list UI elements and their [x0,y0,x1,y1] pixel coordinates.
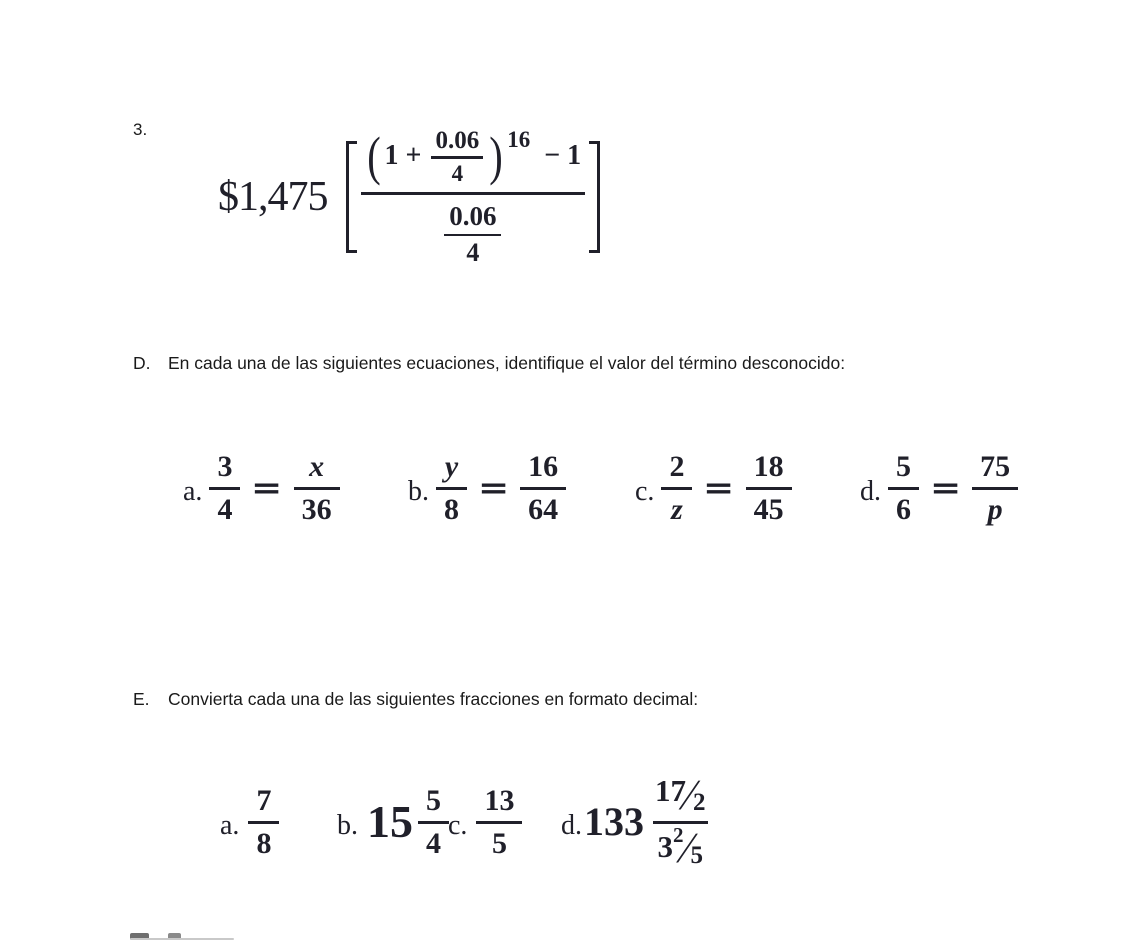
main-fraction [361,125,586,267]
denominator-variable: z [671,493,683,526]
section-d-heading [133,352,845,375]
fraction [248,783,279,860]
fraction-bar [436,487,467,490]
denominator: 64 [528,493,559,526]
problem-3-formula [218,125,600,267]
denominator: 4 [217,493,233,526]
section-d-instruction: En cada una de las siguientes ecuaciones, identifique el valor del término desconocido: [168,353,846,373]
fraction-lhs [436,452,467,525]
denominator: 8 [444,493,459,526]
section-e-label: E. [133,689,150,709]
numerator-variable: x [309,450,325,483]
item-a-label: a. [220,810,240,841]
bevel-denominator: 2 [693,789,706,816]
numerator: 13 [484,783,515,817]
fraction-rhs [520,452,566,525]
equation-d [860,452,1018,525]
section-e-instruction: Convierta cada una de las siguientes fracciones en formato decimal: [168,689,699,709]
fraction-bar [294,487,340,490]
open-paren: ( [366,125,381,186]
section-e-heading [133,688,698,711]
fraction-slash: ∕ [686,771,694,820]
item-a [220,783,279,860]
numerator: 5 [426,783,441,817]
whole-number: 133 [584,799,644,844]
equation-a-label: a. [183,475,203,507]
rate-numerator: 0.06 [449,200,497,231]
fraction-bar [746,487,792,490]
fraction-rhs [746,452,792,525]
main-fraction-numerator [361,125,586,192]
item-d [561,771,708,873]
numerator-suffix: − 1 [544,140,582,172]
equals-sign: = [477,470,510,506]
complex-fraction-numerator [653,771,708,820]
equals-sign: = [929,470,962,506]
fraction-rhs [294,452,340,525]
fraction-lhs [888,452,919,525]
fraction-bar [661,487,692,490]
numerator-prefix: 1 + [384,140,422,172]
fraction-lhs [209,452,240,525]
main-fraction-denominator [440,195,505,267]
fraction-rhs [972,452,1018,525]
numerator: 18 [753,450,784,483]
bevel-exponent: 2 [673,823,684,847]
right-square-bracket [589,141,600,253]
numerator: 3 [217,450,233,483]
denominator: 6 [896,493,911,526]
item-b [337,783,449,860]
item-d-label: d. [561,810,582,841]
denominator: 5 [491,826,507,860]
numerator: 2 [669,450,685,483]
equation-b-label: b. [408,475,429,507]
numerator-variable: y [444,450,459,483]
item-c-label: c. [448,810,468,841]
close-paren: ) [489,125,503,186]
equation-a [183,452,340,525]
denominator: 36 [301,493,332,526]
rate-fraction [431,128,483,185]
equals-sign: = [251,470,283,506]
equation-d-label: d. [860,475,881,507]
fraction [418,783,449,860]
fraction-slash: ∕ [683,824,691,873]
numerator: 75 [980,450,1011,483]
left-square-bracket [346,141,357,253]
equation-b [408,452,566,525]
denominator: 8 [256,826,272,860]
fraction-bar [520,487,566,490]
rate-numerator: 0.06 [435,127,480,154]
fraction-lhs [661,452,692,525]
fraction-bar [209,487,240,490]
problem-3-number: 3. [133,120,148,139]
rate-fraction [444,200,501,267]
fraction-bar [888,487,919,490]
complex-fraction-denominator [656,823,706,873]
section-d-label: D. [133,353,151,373]
denominator-variable: p [987,493,1003,526]
denominator: 45 [753,493,784,526]
equals-sign: = [703,470,735,506]
bevel-denominator: 5 [690,842,704,869]
bevel-base: 3 [657,829,673,864]
rate-denominator: 4 [451,160,464,186]
denominator: 4 [426,826,441,860]
formula-coefficient: $1,475 [218,174,328,220]
fraction-bar [248,821,279,824]
item-b-label: b. [337,810,358,841]
fraction-bar [476,821,522,824]
fraction-bar [418,821,449,824]
equation-c-label: c. [635,475,655,507]
item-c [448,783,522,860]
exponent: 16 [507,126,531,152]
numerator: 5 [896,450,911,483]
complex-fraction [653,771,708,873]
numerator: 7 [256,783,272,817]
rate-denominator: 4 [466,238,480,267]
whole-number: 15 [367,796,413,847]
equation-c [635,452,792,525]
bevel-numerator: 17 [655,773,686,808]
numerator: 16 [528,450,559,483]
fraction [476,783,522,860]
fraction-bar [972,487,1018,490]
